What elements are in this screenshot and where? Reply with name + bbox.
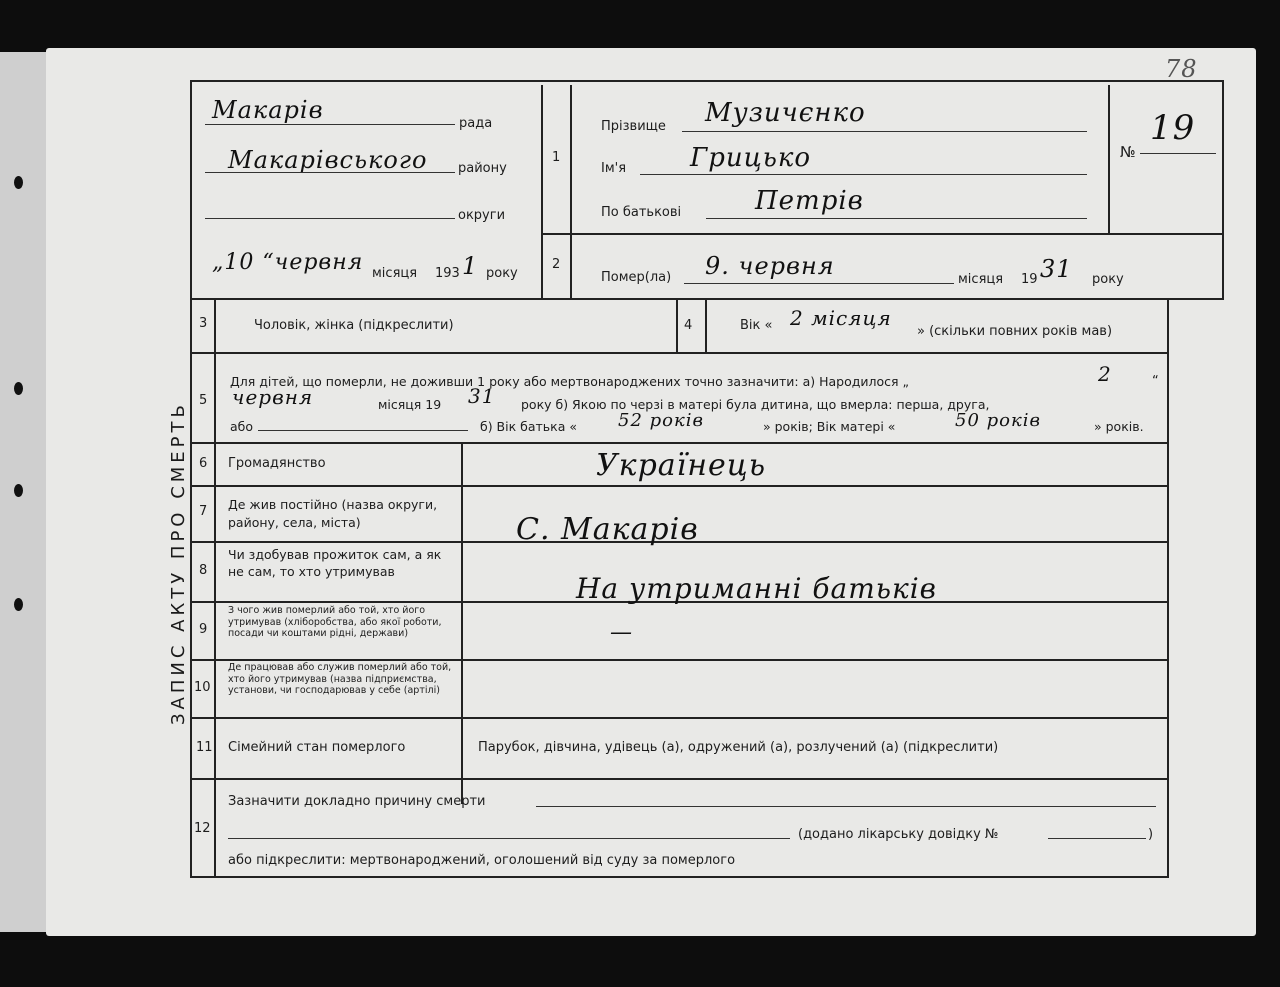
row-number: 5 [199, 393, 208, 408]
gender-label: Чоловік, жінка (підкреслити) [254, 318, 454, 333]
misiatsia-label: місяця [958, 272, 1004, 287]
name-label: Ім'я [601, 161, 627, 176]
children-note: Для дітей, що померли, не доживши 1 року або мертвонароджених точно зазначити: а) Народилося „ [230, 374, 909, 389]
stillborn-note: або підкреслити: мертвонароджений, оголошений від суду за померлого [228, 853, 736, 868]
year-prefix: 193 [435, 266, 460, 281]
record-date: „10 “червня [212, 250, 364, 275]
rada-value: Макарів [212, 96, 324, 124]
binding-hole [14, 176, 23, 189]
archive-number: 78 [1165, 55, 1198, 83]
roku-label: року [1092, 272, 1124, 287]
income-value: — [610, 620, 633, 645]
row-number: 12 [194, 821, 211, 836]
row-number: 2 [552, 257, 561, 272]
certificate-label: (додано лікарську довідку № [798, 827, 999, 842]
record-no-label: № [1120, 143, 1136, 161]
born-day: 2 [1098, 362, 1112, 386]
misiatsia-label: місяця [372, 266, 418, 281]
row-number: 11 [196, 740, 213, 755]
okruha-label: округи [458, 208, 506, 223]
marital-options: Парубок, дівчина, удівець (а), одружений (а), розлучений (а) (підкреслити) [478, 740, 999, 755]
row-number: 1 [552, 150, 561, 165]
residence-label: Де жив постійно (назва округи, району, села, міста) [228, 497, 438, 530]
surname-value: Музичєнко [705, 98, 866, 128]
patronymic-value: Петрів [755, 186, 864, 216]
died-year: 31 [1040, 255, 1073, 283]
raion-label: району [458, 161, 507, 176]
father-age: 52 років [618, 410, 704, 431]
row-number: 8 [199, 563, 208, 578]
binding-hole [14, 484, 23, 497]
died-value: 9. червня [705, 252, 835, 280]
income-label: З чого жив померлий або той, хто його утримував (хліборобства, або якої роботи, посади чи коштами рідні, держави) [228, 605, 442, 639]
residence-value: С. Макарів [516, 512, 699, 547]
patronymic-label: По батькові [601, 205, 682, 220]
row-number: 3 [199, 316, 208, 331]
born-year: 31 [468, 384, 496, 408]
marital-label: Сімейний стан померлого [228, 740, 406, 755]
year-prefix: 19 [1021, 272, 1038, 287]
binding-hole [14, 598, 23, 611]
row-number: 9 [199, 622, 208, 637]
rada-label: рада [459, 116, 493, 131]
mother-age-label: » років; Вік матері « [763, 419, 896, 434]
surname-label: Прізвище [601, 119, 666, 134]
form-title: ЗАПИС АКТУ ПРО СМЕРТЬ [168, 401, 189, 725]
mother-age: 50 років [955, 410, 1041, 431]
name-value: Грицько [690, 143, 812, 173]
birth-order-question: року б) Якою по черзі в матері була дитина, що вмерла: перша, друга, [521, 397, 990, 412]
workplace-label: Де працював або служив померлий або той, хто його утримував (назва підприємства, установи, чи господарював у себе (артілі) [228, 662, 452, 696]
age-value: 2 місяця [790, 306, 892, 330]
row-number: 10 [194, 680, 211, 695]
year-digit: 1 [462, 252, 479, 280]
roku-label: року [486, 266, 518, 281]
raion-value: Макарівського [228, 146, 428, 174]
binding-hole [14, 382, 23, 395]
died-label: Помер(ла) [601, 270, 672, 285]
father-age-label: б) Вік батька « [480, 419, 577, 434]
age-suffix: » (скільки повних років мав) [917, 324, 1113, 339]
citizenship-value: Українець [596, 448, 767, 483]
citizenship-label: Громадянство [228, 456, 326, 471]
age-label: Вік « [740, 318, 773, 333]
row-number: 4 [684, 318, 693, 333]
row-number: 7 [199, 504, 208, 519]
support-label: Чи здобував прожиток сам, а як не сам, то хто утримував [228, 547, 442, 579]
born-month: червня [232, 385, 314, 409]
born-misiatsia: місяця 19 [378, 397, 442, 412]
record-no-value: 19 [1150, 108, 1196, 148]
left-page-edge [0, 52, 52, 932]
support-value: На утриманні батьків [576, 572, 937, 605]
cause-label: Зазначити докладно причину смерти [228, 794, 486, 809]
row-number: 6 [199, 456, 208, 471]
